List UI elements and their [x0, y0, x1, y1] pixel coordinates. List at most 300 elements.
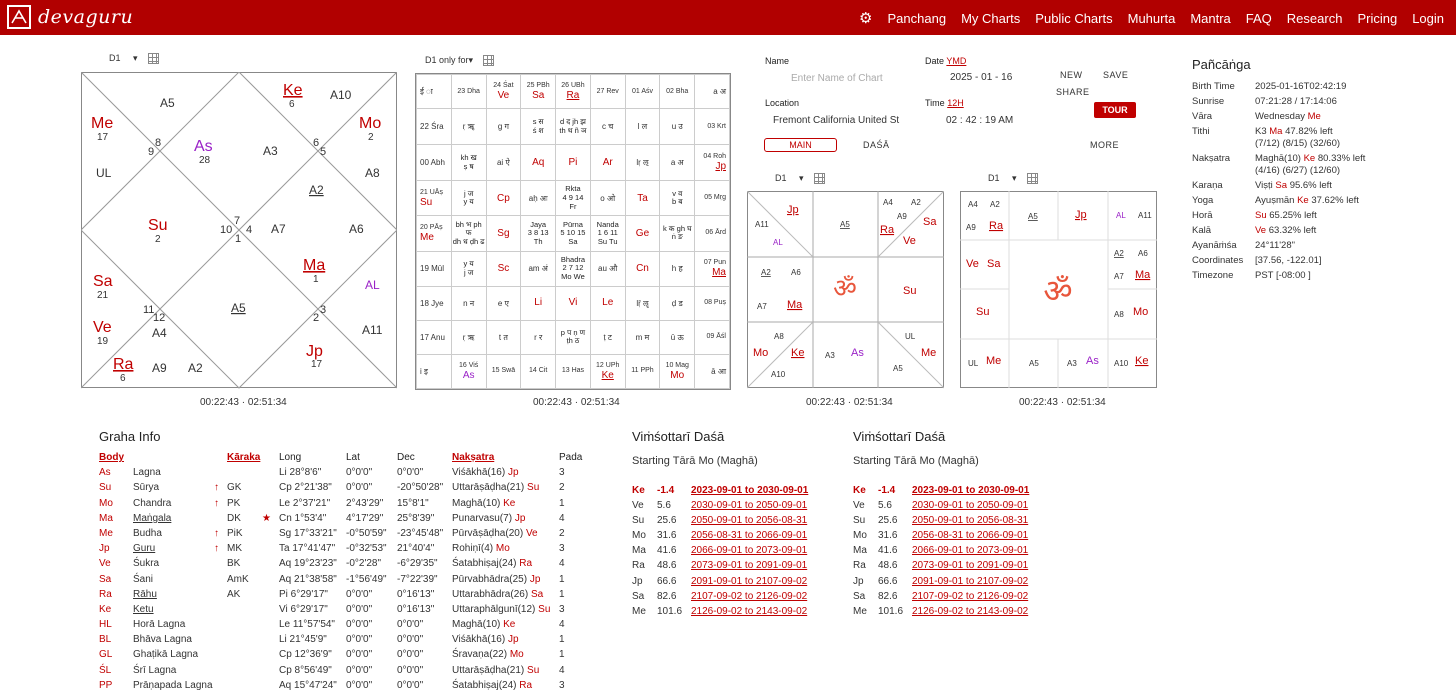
cell: 01 Aśv	[625, 75, 660, 109]
time-input[interactable]: 02 : 42 : 19 AM	[946, 115, 1014, 126]
col-long: Long	[279, 452, 302, 463]
col-karaka[interactable]: Kāraka	[227, 452, 261, 463]
c2-Ra: Ra	[880, 224, 895, 236]
planet-Su: Su	[148, 217, 168, 234]
dasha-planet: Me	[853, 605, 867, 617]
c3-Su: Su	[976, 306, 990, 318]
cell: 04 Roh Jp	[695, 145, 730, 181]
label-A8: A8	[365, 166, 380, 180]
tab-main[interactable]: MAIN	[764, 138, 837, 152]
dasha-age: 25.6	[878, 515, 898, 527]
dasha-age: 82.6	[878, 590, 898, 602]
new-button[interactable]: NEW	[1060, 70, 1083, 80]
c2-A6: A6	[791, 268, 801, 277]
graha-nakshatra-name: Rohiṇī(4)	[452, 543, 494, 555]
cell: 05 Mṛg	[695, 181, 730, 216]
graha-lat: -1°56'49"	[346, 573, 387, 585]
dasha-range-link[interactable]: 2091-09-01 to 2107-09-02	[691, 575, 808, 587]
graha-karaka: PK	[227, 497, 241, 509]
c2-Me: Me	[921, 347, 937, 359]
c2-Ma: Ma	[787, 299, 803, 311]
brand-name[interactable]: devaguru	[38, 6, 134, 28]
cell: g ग	[486, 109, 521, 145]
cell: 02 Bha	[660, 75, 695, 109]
graha-nakshatra-lord: Ra	[519, 679, 533, 691]
panchanga-line	[1255, 180, 1332, 191]
graha-abbr: GL	[99, 649, 113, 661]
dasha-age: 31.6	[657, 530, 677, 542]
dasha-range-link[interactable]: 2126-09-02 to 2143-09-02	[912, 605, 1029, 617]
panchanga-planet: Ma	[1269, 126, 1283, 138]
cell: o ओ	[590, 181, 625, 216]
panchanga-value	[1255, 210, 1317, 222]
date-input[interactable]: 2025 - 01 - 16	[950, 72, 1013, 83]
cell: p प ṇ ण ṭh ठ	[556, 320, 591, 354]
panchanga-line	[1255, 270, 1311, 281]
nav-panchang[interactable]: Panchang	[887, 10, 947, 26]
panchanga-line	[1255, 153, 1365, 164]
graha-lat: 0°0'0"	[346, 634, 373, 646]
dasha-age: 5.6	[657, 500, 671, 512]
dasha-range-link[interactable]: 2050-09-01 to 2056-08-31	[912, 515, 1029, 527]
graha-abbr: Su	[99, 482, 112, 494]
cell: ū ऊ	[660, 320, 695, 354]
cell: h ह	[660, 251, 695, 286]
c2-A9: A9	[897, 212, 907, 221]
graha-name[interactable]: Guru	[133, 543, 156, 555]
cell: ṭ ट	[590, 320, 625, 354]
c3-Jp: Jp	[1075, 209, 1087, 221]
graha-name[interactable]: Ketu	[133, 603, 154, 615]
tab-dasa[interactable]: DAŚĀ	[863, 140, 890, 150]
graha-arrow-icon: ↑	[214, 543, 219, 555]
graha-dec: -6°29'35"	[397, 558, 438, 570]
dasha-planet: Me	[632, 605, 646, 617]
cell: ṛ ऋ	[451, 320, 486, 354]
cell: ḍ ड	[660, 286, 695, 320]
save-button[interactable]: SAVE	[1103, 70, 1129, 80]
planet-As: As	[194, 138, 213, 155]
panchanga-line	[1255, 195, 1359, 206]
graha-abbr: Sa	[99, 573, 112, 585]
graha-nakshatra	[452, 680, 532, 691]
graha-pada: 3	[559, 679, 565, 691]
dasha-planet: Ve	[632, 500, 644, 512]
graha-long: Aq 15°47'24"	[279, 679, 337, 691]
graha-dec: 21°40'4"	[397, 543, 435, 555]
graha-lat: 0°0'0"	[346, 619, 373, 631]
chart-name-input[interactable]: Enter Name of Chart	[791, 73, 883, 84]
panchanga-value	[1255, 111, 1321, 123]
panchanga-planet: Sa	[1275, 180, 1288, 192]
graha-dec: 15°8'1"	[397, 497, 429, 509]
cell: ā आ	[695, 354, 730, 388]
graha-nakshatra-lord: Ra	[519, 558, 533, 570]
nav-muhurta[interactable]: Muhurta	[1127, 10, 1176, 26]
panchanga-row	[1192, 225, 1365, 237]
graha-nakshatra-name: Pūrvabhādra(25)	[452, 573, 528, 585]
panchanga-planet: Ke	[1297, 195, 1309, 207]
panchanga-value	[1255, 96, 1337, 108]
dasha-planet: Sa	[853, 590, 866, 602]
planet-Me: Me	[91, 115, 114, 132]
graha-long: Ta 17°41'47"	[279, 543, 336, 555]
settings-gear-icon[interactable]: ⚙	[859, 10, 873, 27]
graha-long: Le 11°57'54"	[279, 619, 335, 631]
graha-nakshatra	[452, 498, 515, 509]
nav-login[interactable]: Login	[1412, 10, 1444, 26]
grid-icon[interactable]	[148, 53, 159, 64]
c3-A9: A9	[966, 223, 976, 232]
cell: Nanda 1 6 11 Su Tu	[590, 216, 625, 251]
graha-pada: 2	[559, 527, 565, 539]
panchanga-text2: 37.62% left	[1311, 195, 1359, 207]
panchanga-key: Vāra	[1192, 111, 1213, 123]
graha-nakshatra-name: Pūrvāṣāḍha(20)	[452, 527, 524, 539]
graha-long: Cp 8°56'49"	[279, 664, 332, 676]
graha-pada: 1	[559, 588, 565, 600]
label-A7: A7	[271, 222, 286, 236]
c2-UL: UL	[905, 332, 916, 341]
graha-lat: 2°43'29"	[346, 497, 384, 509]
cell: am अं	[521, 251, 556, 286]
graha-long: Le 2°37'21"	[279, 497, 331, 509]
planet-Ke: Ke	[283, 82, 303, 99]
label-A4: A4	[152, 326, 167, 340]
cell: lṝ ॡ	[625, 286, 660, 320]
panchanga-text3: (7/12) (8/15) (32/60)	[1255, 138, 1341, 150]
c3-A4: A4	[968, 200, 978, 209]
more-button[interactable]: MORE	[1090, 140, 1119, 150]
c2-Jp: Jp	[787, 204, 799, 216]
graha-pada: 3	[559, 467, 565, 479]
cell: 00 Abh	[417, 145, 452, 181]
graha-nakshatra	[452, 574, 540, 585]
cell: 14 Cit	[521, 354, 556, 388]
panchanga-line	[1255, 210, 1317, 221]
dasha-range-link[interactable]: 2066-09-01 to 2073-09-01	[912, 545, 1029, 557]
panchanga-line	[1255, 111, 1321, 122]
graha-dec: 0°16'13"	[397, 603, 435, 615]
nav-faq[interactable]: FAQ	[1245, 10, 1272, 26]
graha-abbr: ŚL	[99, 664, 112, 676]
nav-research[interactable]: Research	[1286, 10, 1343, 26]
north-indian-chart[interactable]	[81, 72, 397, 389]
house-9: 9	[148, 146, 155, 158]
col-lat: Lat	[346, 452, 360, 463]
house-5: 5	[320, 146, 327, 158]
graha-name[interactable]: Rāhu	[133, 588, 157, 600]
col-body[interactable]: Body	[99, 452, 124, 463]
panchanga-text2: 65.25% left	[1269, 210, 1317, 222]
graha-dec: 0°0'0"	[397, 664, 424, 676]
graha-karaka: PiK	[227, 527, 243, 539]
tour-button[interactable]: TOUR	[1094, 102, 1136, 118]
graha-nakshatra	[452, 589, 543, 600]
c2-A2: A2	[911, 198, 921, 207]
house-12: 12	[153, 312, 166, 324]
graha-nakshatra	[452, 513, 525, 524]
graha-pada: 1	[559, 497, 565, 509]
panchanga-row	[1192, 270, 1365, 282]
graha-name: Prāṇapada Lagna	[133, 679, 213, 691]
c3-A7: A7	[1114, 272, 1124, 281]
nakshatra-grid[interactable]	[415, 73, 731, 390]
house-10: 10	[220, 224, 233, 236]
c3-Ve: Ve	[966, 258, 979, 270]
dasha-age: 48.6	[878, 560, 898, 572]
dasha-range-link[interactable]: 2073-09-01 to 2091-09-01	[912, 560, 1029, 572]
graha-dec: -7°22'39"	[397, 573, 438, 585]
nav-my-charts[interactable]: My Charts	[961, 10, 1021, 26]
c3-A2b: A2	[1114, 249, 1124, 258]
cell: 17 Anu	[417, 320, 452, 354]
graha-karaka: DK	[227, 512, 241, 524]
c3-A3: A3	[1067, 359, 1077, 368]
cell: Pūrna 5 10 15 Sa	[556, 216, 591, 251]
panchanga-line	[1255, 126, 1333, 137]
graha-pada: 1	[559, 649, 565, 661]
panchanga-row	[1192, 210, 1365, 222]
panchanga-value	[1255, 195, 1359, 207]
dasha-planet: Ra	[853, 560, 866, 572]
graha-pada: 4	[559, 512, 565, 524]
dasha-age: 101.6	[878, 605, 904, 617]
graha-nakshatra	[452, 528, 538, 539]
cell: 03 Krt	[695, 109, 730, 145]
c3-Ke: Ke	[1135, 355, 1149, 367]
graha-dec: -23°45'48"	[397, 527, 444, 539]
col-nakshatra[interactable]: Nakṣatra	[452, 452, 495, 463]
dasha-planet: Ve	[853, 500, 865, 512]
c3-A6: A6	[1138, 249, 1148, 258]
cell: d द jh झ th थ ñ ञ	[556, 109, 591, 145]
dasha-range-link[interactable]: 2107-09-02 to 2126-09-02	[691, 590, 808, 602]
graha-long: Aq 21°38'58"	[279, 573, 337, 585]
graha-pada: 1	[559, 634, 565, 646]
label-A3: A3	[263, 144, 278, 158]
graha-name: Śrī Lagna	[133, 664, 177, 676]
col-dec: Dec	[397, 452, 415, 463]
date-format-toggle[interactable]: YMD	[946, 56, 967, 66]
panchanga-value	[1255, 270, 1311, 282]
panchanga-text3: (4/16) (6/27) (12/60)	[1255, 165, 1341, 176]
graha-pada: 4	[559, 558, 565, 570]
panchanga-list	[1192, 81, 1365, 286]
graha-dec: 0°0'0"	[397, 634, 424, 646]
c3-Ma: Ma	[1135, 269, 1151, 281]
dasha-range-link[interactable]: 2107-09-02 to 2126-09-02	[912, 590, 1029, 602]
graha-nakshatra-lord: Ke	[503, 497, 516, 509]
graha-nakshatra	[452, 543, 510, 554]
chart3-caption: 00:22:43 · 02:51:34	[1019, 397, 1106, 408]
graha-pada: 3	[559, 603, 565, 615]
house-2: 2	[313, 312, 320, 324]
house-7: 7	[234, 215, 241, 227]
graha-nakshatra-lord: Jp	[507, 467, 519, 479]
dasha-range-link[interactable]: 2056-08-31 to 2066-09-01	[912, 530, 1029, 542]
nav-pricing[interactable]: Pricing	[1357, 10, 1398, 26]
cell: ṛ ॠ	[451, 109, 486, 145]
cell: m म	[625, 320, 660, 354]
dasha-range-link[interactable]: 2030-09-01 to 2050-09-01	[912, 500, 1029, 512]
graha-name: Horā Lagna	[133, 619, 186, 631]
graha-nakshatra	[452, 604, 550, 615]
planet-Sa: Sa	[93, 273, 113, 290]
panchanga-row	[1192, 255, 1365, 267]
graha-abbr: Jp	[99, 543, 110, 555]
cell: 25 PBh Sa	[521, 75, 556, 109]
graha-nakshatra	[452, 619, 515, 630]
c3-A8: A8	[1114, 310, 1124, 319]
chart2-diagram[interactable]	[747, 191, 944, 389]
cell: Jaya 3 8 13 Th	[521, 216, 556, 251]
panchanga-planet: Ve	[1255, 225, 1267, 237]
cell: Ge	[625, 216, 660, 251]
cell: i इ	[417, 354, 452, 388]
graha-nakshatra-name: Uttarabhādra(26)	[452, 588, 529, 600]
grid-icon[interactable]	[483, 55, 494, 66]
dasha-range-link[interactable]: 2023-09-01 to 2030-09-01	[912, 485, 1030, 496]
c3-Mo: Mo	[1133, 306, 1149, 318]
panchanga-key: Tithi	[1192, 126, 1210, 138]
label-A6: A6	[349, 222, 364, 236]
cell: a अ	[695, 75, 730, 109]
house-11: 11	[143, 304, 155, 316]
dasha-range-link[interactable]: 2050-09-01 to 2056-08-31	[691, 515, 808, 527]
nav-mantra[interactable]: Mantra	[1190, 10, 1231, 26]
nav-public-charts[interactable]: Public Charts	[1035, 10, 1113, 26]
location-input[interactable]: Fremont California United St	[773, 115, 900, 126]
date-label	[925, 56, 966, 66]
cell: Rkta 4 9 14 Fr	[556, 181, 591, 216]
planet-Ra-deg: 6	[120, 373, 126, 384]
cell: 09 Āśl	[695, 320, 730, 354]
planet-Jp-deg: 17	[311, 359, 323, 370]
cell: 13 Has	[556, 354, 591, 388]
grid-icon[interactable]	[1027, 173, 1038, 184]
cell: k क gh घ ṅ ङ	[660, 216, 695, 251]
cell: 19 Mūl	[417, 251, 452, 286]
label-UL: UL	[96, 166, 112, 180]
location-label: Location	[765, 98, 800, 108]
dasha-planet: Ke	[853, 485, 866, 496]
time-format-toggle[interactable]: 12H	[947, 98, 964, 108]
graha-long: Cp 2°21'38"	[279, 482, 332, 494]
grid-icon[interactable]	[814, 173, 825, 184]
c2-Mo: Mo	[753, 347, 769, 359]
dasha-range-link[interactable]: 2066-09-01 to 2073-09-01	[691, 545, 808, 557]
chart3-diagram[interactable]	[960, 191, 1157, 389]
panchanga-title: Pañcāṅga	[1192, 57, 1251, 72]
dasha-age: 25.6	[657, 515, 677, 527]
cell: j ज y य	[451, 181, 486, 216]
graha-nakshatra-lord: Jp	[514, 512, 526, 524]
panchanga-value	[1255, 255, 1322, 267]
chart1-division-select[interactable]: D1 ▾	[109, 53, 159, 64]
dasha-range-link[interactable]: 2023-09-01 to 2030-09-01	[691, 485, 809, 496]
panchanga-text: K3	[1255, 126, 1267, 138]
panchanga-text: 07:21:28 / 17:14:06	[1255, 96, 1337, 108]
c2-A11: A11	[755, 220, 769, 229]
graha-nakshatra-lord: Jp	[529, 573, 541, 585]
top-navigation-bar	[0, 0, 1456, 35]
panchanga-key: Horā	[1192, 210, 1213, 222]
dasha-range-link[interactable]: 2073-09-01 to 2091-09-01	[691, 560, 808, 572]
graha-pada: 4	[559, 619, 565, 631]
c3-A10: A10	[1114, 359, 1129, 368]
c3-Sa: Sa	[987, 258, 1001, 270]
graha-lat: -0°32'53"	[346, 543, 387, 555]
om-symbol: ॐ	[833, 273, 857, 303]
cell: 18 Jye	[417, 286, 452, 320]
c2-A7: A7	[757, 302, 767, 311]
chart2-division-select[interactable]: D1 ▾	[775, 173, 825, 184]
cell: 07 Pun Ma	[695, 251, 730, 286]
panchanga-key: Birth Time	[1192, 81, 1235, 92]
cell: v व b ब	[660, 181, 695, 216]
panchanga-text: PST [-08:00 ]	[1255, 270, 1311, 282]
c2-Ke: Ke	[791, 347, 805, 359]
label-A2: A2	[309, 183, 324, 197]
graha-long: Aq 19°23'23"	[279, 558, 337, 570]
dasha2-subtitle: Starting Tārā Mo (Maghā)	[853, 455, 979, 467]
graha-dec: 0°0'0"	[397, 467, 424, 479]
panchanga-text: Viṣṭi	[1255, 180, 1273, 192]
share-button[interactable]: SHARE	[1056, 87, 1090, 97]
house-6: 6	[313, 137, 320, 149]
graha-nakshatra-lord: Su	[527, 664, 540, 676]
graha-lat: -0°2'28"	[346, 558, 382, 570]
graha-karaka: GK	[227, 482, 242, 494]
graha-arrow-icon: ↑	[214, 497, 219, 509]
chart3-division-select[interactable]: D1 ▾	[988, 173, 1038, 184]
dasha-range-link[interactable]: 2056-08-31 to 2066-09-01	[691, 530, 808, 542]
panchanga-row	[1192, 126, 1365, 150]
dasha-range-link[interactable]: 2091-09-01 to 2107-09-02	[912, 575, 1029, 587]
graha-nakshatra-name: Śatabhiṣaj(24)	[452, 558, 517, 570]
dasha-range-link[interactable]: 2126-09-02 to 2143-09-02	[691, 605, 808, 617]
dasha-range-link[interactable]: 2030-09-01 to 2050-09-01	[691, 500, 808, 512]
cell: Cp	[486, 181, 521, 216]
graha-nakshatra-lord: Jp	[507, 634, 519, 646]
graha-abbr: HL	[99, 619, 112, 631]
graha-name[interactable]: Maṅgala	[133, 512, 172, 524]
cell: r र	[521, 320, 556, 354]
cell: 21 UĀṣ Su	[417, 181, 452, 216]
cell: 23 Dha	[451, 75, 486, 109]
c2-A10: A10	[771, 370, 786, 379]
col-pada: Pada	[559, 452, 583, 463]
panchanga-line	[1255, 96, 1337, 107]
dasha-age: 31.6	[878, 530, 898, 542]
dasha-age: 82.6	[657, 590, 677, 602]
graha-lat: 0°0'0"	[346, 467, 373, 479]
c2-AL: AL	[773, 238, 783, 247]
planet-Su-deg: 2	[155, 234, 161, 245]
nakshatra-division-select[interactable]: D1 only for▾	[425, 55, 494, 66]
om-symbol: ॐ	[1043, 273, 1073, 309]
graha-karaka: AK	[227, 588, 241, 600]
c2-A8: A8	[774, 332, 784, 341]
dasha1-subtitle: Starting Tārā Mo (Maghā)	[632, 455, 758, 467]
c2-A5b: A5	[893, 364, 903, 373]
graha-dec: 0°16'13"	[397, 588, 435, 600]
graha-lat: 0°0'0"	[346, 603, 373, 615]
planet-Mo-deg: 2	[368, 132, 374, 143]
logo-icon[interactable]	[7, 5, 31, 29]
label-A11: A11	[362, 323, 383, 337]
